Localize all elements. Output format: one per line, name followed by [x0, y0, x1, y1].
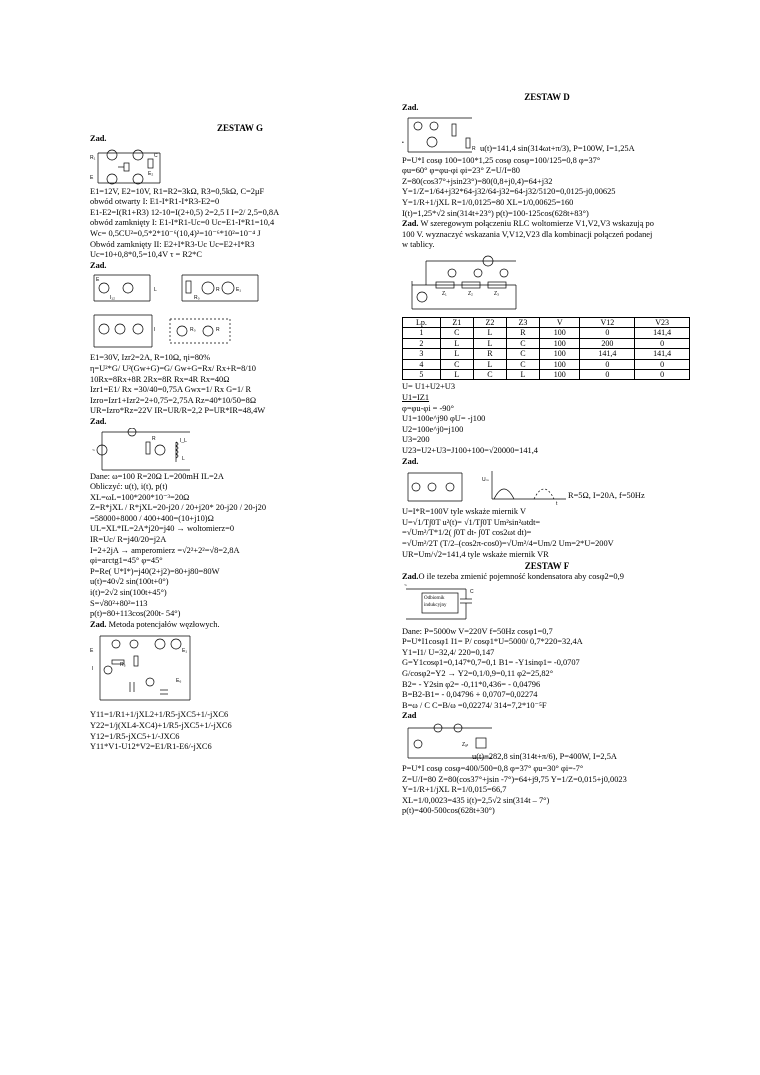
text-line: i(t)=2√2 sin(100t+45°)	[90, 588, 167, 598]
text-line: W szeregowym połączeniu RLC woltomierze V1,V2,V3 wskazują po	[418, 219, 654, 229]
table-header-row	[403, 317, 690, 327]
text-line: XL=ωL=100*200*10⁻³=20Ω	[90, 492, 190, 502]
svg-text:R₁: R₁	[90, 154, 96, 161]
text-line: B=B2-B1= - 0,04796 + 0,0707=0,02274	[402, 690, 538, 700]
table-header: Z1	[440, 317, 473, 327]
text-line: P=U*I cosφ cosφ=400/500=0,8 φ=37° φu=30° φi=-7°	[402, 764, 584, 774]
table-cell: 5	[403, 369, 441, 379]
table-cell: L	[440, 349, 473, 359]
zad-heading-row	[402, 219, 692, 230]
zad-heading: Zad.	[90, 260, 107, 270]
text-line: Y=1/R+1/jXL R=1/0,015=66,7	[402, 785, 507, 795]
text-line: U3=200	[402, 435, 430, 445]
circuit-diagram-rl	[90, 428, 200, 472]
svg-text:E: E	[90, 174, 94, 181]
table-cell: L	[473, 338, 506, 348]
table-cell: 100	[540, 349, 580, 359]
table-cell: 200	[580, 338, 635, 348]
text-line: =58000+8000 / 400+400=(10+j10)Ω	[90, 513, 214, 523]
table-cell: C	[440, 328, 473, 338]
figure-row	[402, 114, 692, 156]
text-line: IR=Uc/ R=j40/20=j2A	[90, 535, 167, 545]
text-line: G/cosφ2=Y2 → Y2=0,1/0,9=0,11 φ2=25,82°	[402, 669, 554, 679]
text-line: U= U1+U2+U3	[402, 382, 456, 392]
table-cell: C	[506, 338, 539, 348]
table-header: Lp.	[403, 317, 441, 327]
text-line: Y22=1/j(XL4-XC4)+1/R5-jXC5+1/-jXC6	[90, 721, 232, 730]
svg-text:Zₐₜ: Zₐₜ	[462, 742, 469, 749]
circuit-diagram-rlc-series	[406, 251, 546, 315]
svg-text:Z₂: Z₂	[468, 290, 473, 297]
svg-text:E₁: E₁	[236, 287, 242, 294]
table-header: Z2	[473, 317, 506, 327]
box-label: indukcyjny	[424, 602, 447, 608]
circuit-diagram-sources	[90, 271, 260, 353]
zad-heading-text: O ile tezeba zmienić pojemność kondensatora aby cosφ2=0,9	[418, 572, 624, 582]
svg-text:L: L	[182, 455, 185, 462]
text-line: 100 V. wyznaczyć wskazania V,V12,V23 dla kombinacji połączeń podanej	[402, 229, 653, 239]
svg-text:E: E	[96, 277, 100, 284]
svg-text:L: L	[154, 287, 157, 294]
text-line: Y=1/Z=1/64+j32*64-j32/64-j32=64-j32/5120=0,0125-j0,00625	[402, 187, 616, 197]
figure-row	[402, 467, 692, 507]
table-cell: 141,4	[635, 328, 690, 338]
text-line: Izro=Izr1+Izr2=2+0,75=2,75A Rz=40*10/50=8Ω	[90, 395, 257, 405]
figure-row	[402, 583, 692, 627]
zad-heading: Zad.	[90, 134, 107, 143]
table-cell: 141,4	[635, 349, 690, 359]
table-cell: 141,4	[580, 349, 635, 359]
zad-heading: Zad.	[402, 103, 419, 112]
svg-text:t: t	[556, 501, 558, 508]
text-line: Y11=1/R1+1/jXL2+1/R5-jXC5+1/-jXC6	[90, 710, 229, 720]
text-line: E1-E2=I(R1+R3) 12-10=I(2+0,5) 2=2,5 I I=2/ 2,5=0,8A	[90, 207, 280, 217]
text-line: UR=Um/√2=141,4 tyle wskaże miernik VR	[402, 549, 549, 559]
caption: u(t)=282,8 sin(314t+π/6), P=400W, I=2,5A	[472, 752, 617, 762]
text-line: Uc=10+0,8*0,5=10,4V τ = R2*C	[90, 250, 202, 260]
text-line: =√Um²/T*1/2( ∫0T dt- ∫0T cos2ωt dt)=	[402, 528, 532, 538]
svg-text:•: •	[402, 139, 404, 146]
zad-heading-text: Metoda potencjałów węzłowych.	[106, 619, 220, 629]
svg-text:~: ~	[404, 582, 407, 589]
text-line: P=Re( U*I*)=j40(2+j2)=80+j80=80W	[90, 566, 220, 576]
table-header: V	[540, 317, 580, 327]
zad-heading: Zad.	[402, 456, 419, 466]
table-row	[403, 328, 690, 338]
text-line: Dane: P=5000w V=220V f=50Hz cosφ1=0,7	[402, 626, 553, 636]
table-header: V23	[635, 317, 690, 327]
circuit-diagram-nodal	[90, 630, 200, 710]
table-cell: 100	[540, 338, 580, 348]
caption: u(t)=141,4 sin(314ωt+π/3), P=100W, I=1,25A	[480, 143, 635, 153]
svg-text:R: R	[216, 287, 220, 294]
table-cell: 0	[635, 338, 690, 348]
table-cell: R	[473, 349, 506, 359]
caption: R=5Ω, I=20A, f=50Hz	[568, 491, 645, 501]
text-line: I=2+2jA → amperomierz =√2²+2²=√8=2,8A	[90, 545, 240, 555]
svg-text:C: C	[470, 588, 474, 595]
zad-heading-row	[90, 620, 390, 631]
zad-heading: Zad.	[402, 219, 419, 229]
text-line: U=√1/T∫0T u²(t)= √1/T∫0T Um²sin²ωtdt=	[402, 517, 541, 527]
text-line: XL=1/0,0023=435 i(t)=2,5√2 sin(314t – 7°)	[402, 795, 550, 805]
box-label: Odbiornik	[424, 595, 445, 601]
text-line: obwód otwarty I: E1-I*R1-I*R3-E2=0	[90, 197, 220, 207]
table-cell: R	[506, 328, 539, 338]
svg-text:~: ~	[92, 447, 95, 454]
text-line: P=U*I1cosφ1 I1= P/ cosφ1*U=5000/ 0,7*220=32,4A	[402, 637, 583, 647]
table-cell: 0	[635, 359, 690, 369]
table-row	[403, 359, 690, 369]
svg-text:E: E	[90, 648, 94, 655]
svg-text:R₀: R₀	[190, 327, 196, 334]
table-cell: 100	[540, 328, 580, 338]
text-line: obwód zamknięty I: E1-I*R1-Uc=0 Uc=E1-I*R1=10,4	[90, 218, 275, 228]
table-row	[403, 369, 690, 379]
zad-heading: Zad.	[402, 572, 419, 582]
svg-text:C: C	[154, 152, 158, 159]
table-cell: 1	[403, 328, 441, 338]
text-line: p(t)=80+113cos(200t- 54°)	[90, 609, 181, 619]
table-cell: C	[506, 359, 539, 369]
zestaw-d-title: ZESTAW D	[524, 92, 570, 102]
circuit-diagram-rectifier	[402, 467, 572, 507]
text-line: S=√80²+80²=113	[90, 598, 148, 608]
zestaw-f-title: ZESTAW F	[524, 561, 570, 572]
text-line: I(t)=1,25*√2 sin(314t+23°) p(t)=100-125cos(628t+83°)	[402, 208, 589, 218]
table-header: V12	[580, 317, 635, 327]
text-line: Y1=I1/ U=32,4/ 220=0,147	[402, 647, 495, 657]
text-line: Y12=1/R5-jXC5+1/-JXC6	[90, 731, 180, 741]
text-line: U1=100e^j90 φU= -j100	[402, 414, 486, 424]
text-line: E1=12V, E2=10V, R1=R2=3kΩ, R3=0,5kΩ, C=2μF	[90, 186, 265, 196]
svg-text:R₀: R₀	[194, 295, 200, 302]
svg-text:I_L: I_L	[180, 437, 187, 444]
text-line: Z=80(cos37°+jsin23°)=80(0,8+j0,4)=64+j32	[402, 176, 553, 186]
table-cell: C	[506, 349, 539, 359]
text-line: U=I*R=100V tyle wskaże miernik V	[402, 507, 527, 517]
text-line: E1=30V, Izr2=2A, R=10Ω, ηi=80%	[90, 353, 211, 363]
zestaw-d-column	[402, 91, 692, 817]
svg-text:R: R	[472, 145, 476, 152]
text-line: p(t)=400-500cos(628t+30°)	[402, 806, 495, 816]
text-line: Obliczyć: u(t), i(t), p(t)	[90, 482, 168, 492]
text-line: φi=arctg1=45° φ=45°	[90, 556, 163, 566]
svg-text:Z₁: Z₁	[442, 290, 447, 297]
svg-text:I: I	[92, 666, 94, 673]
text-line: φ=φu-φi = -90°	[402, 403, 454, 413]
table-cell: L	[440, 338, 473, 348]
zestaw-g-title: ZESTAW G	[217, 123, 263, 133]
text-line: Y11*V1-U12*V2=E1/R1-E6/-jXC6	[90, 742, 212, 752]
text-line: 10Rx=8Rx+8R 2Rx=8R Rx=4R Rx=40Ω	[90, 374, 230, 384]
table-cell: 100	[540, 359, 580, 369]
zestaw-g-column	[90, 122, 390, 753]
table-cell: 4	[403, 359, 441, 369]
zad-heading: Zad	[402, 711, 417, 721]
svg-text:E₁: E₁	[182, 648, 188, 655]
figure-row	[402, 722, 692, 764]
text-line: U1=IZ1	[402, 392, 430, 402]
text-line: P=U*I cosφ 100=100*1,25 cosφ cosφ=100/125=0,8 φ=37°	[402, 155, 601, 165]
circuit-diagram-capacitor	[90, 145, 170, 187]
table-cell: L	[440, 369, 473, 379]
table-cell: 0	[580, 359, 635, 369]
text-line: =√Um²/2T (T/2–(cos2π-cos0)=√Um²/4=Um/2 Um=2*U=200V	[402, 538, 614, 548]
table-cell: C	[473, 369, 506, 379]
svg-text:Z₃: Z₃	[494, 290, 500, 297]
zad-heading: Zad.	[90, 619, 107, 629]
text-line: UL=XL*IL=2A*j20=j40 → woltomierz=0	[90, 524, 235, 534]
svg-text:R: R	[216, 327, 220, 334]
text-line: w tablicy.	[402, 240, 435, 250]
svg-text:R: R	[152, 435, 156, 442]
table-cell: 0	[580, 369, 635, 379]
table-cell: C	[440, 359, 473, 369]
text-line: Dane: ω=100 R=20Ω L=200mH IL=2A	[90, 471, 224, 481]
text-line: η=U²*G/ U²(Gw+G)=G/ Gw+G=Rx/ Rx+R=8/10	[90, 363, 256, 373]
text-line: Obwód zamknięty II: E2+I*R3-Uc Uc=E2+I*R3	[90, 239, 255, 249]
table-cell: 0	[580, 328, 635, 338]
circuit-diagram-parallel	[402, 114, 482, 154]
table-cell: L	[473, 328, 506, 338]
table-cell: 100	[540, 369, 580, 379]
svg-text:E₂: E₂	[148, 170, 154, 177]
text-line: φu=60° φ=φu-φi φi=23° Z=U/I=80	[402, 166, 520, 176]
table-header: Z3	[506, 317, 539, 327]
svg-text:I₁₂: I₁₂	[110, 295, 116, 302]
text-line: B2= - Y2sin φ2= -0,11*0,436= - 0,04796	[402, 679, 541, 689]
table-row	[403, 349, 690, 359]
text-line: Y=1/R+1/jXL R=1/0,0125=80 XL=1/0,00625=160	[402, 197, 574, 207]
text-line: UR=Izro*Rz=22V IR=UR/R=2,2 P=UR*IR=48,4W	[90, 406, 266, 416]
svg-text:Uₘ: Uₘ	[482, 477, 489, 484]
text-line: U2=100e^j0=j100	[402, 424, 464, 434]
text-line: B=ω / C C=B/ω =0,02274/ 314=7,2*10⁻⁵F	[402, 700, 547, 710]
table-cell: L	[506, 369, 539, 379]
text-line: Z=R*jXL / R*jXL=20-j20 / 20+j20* 20-j20 / 20-j20	[90, 503, 267, 513]
zad-heading-row	[402, 572, 692, 583]
text-line: u(t)=40√2 sin(100t+0°)	[90, 577, 169, 587]
svg-text:I: I	[154, 327, 156, 334]
text-line: U23=U2+U3=J100+100=√20000=141,4	[402, 445, 538, 455]
text-line: Z=U/I=80 Z=80(cos37°+jsin -7°)=64+j9,75 Y=1/Z=0,015+j0,0023	[402, 774, 627, 784]
table-cell: 3	[403, 349, 441, 359]
table-cell: 0	[635, 369, 690, 379]
text-line: G=Y1cosφ1=0,147*0,7=0,1 B1= -Y1sinφ1= -0,0707	[402, 658, 580, 668]
svg-text:E₆: E₆	[176, 678, 182, 685]
text-line: Izr1=E1/ Rx =30/40=0,75A Gwx=1/ Rx G=1/ R	[90, 385, 252, 395]
zad-heading: Zad.	[90, 416, 107, 426]
table-cell: L	[473, 359, 506, 369]
table-row	[403, 338, 690, 348]
combination-table	[402, 317, 690, 380]
text-line: Wc= 0,5CU²=0,5*2*10⁻⁶(10,4)²=10⁻⁶*10²=10⁻⁴ J	[90, 228, 261, 238]
svg-text:R₅: R₅	[120, 662, 126, 669]
table-cell: 2	[403, 338, 441, 348]
